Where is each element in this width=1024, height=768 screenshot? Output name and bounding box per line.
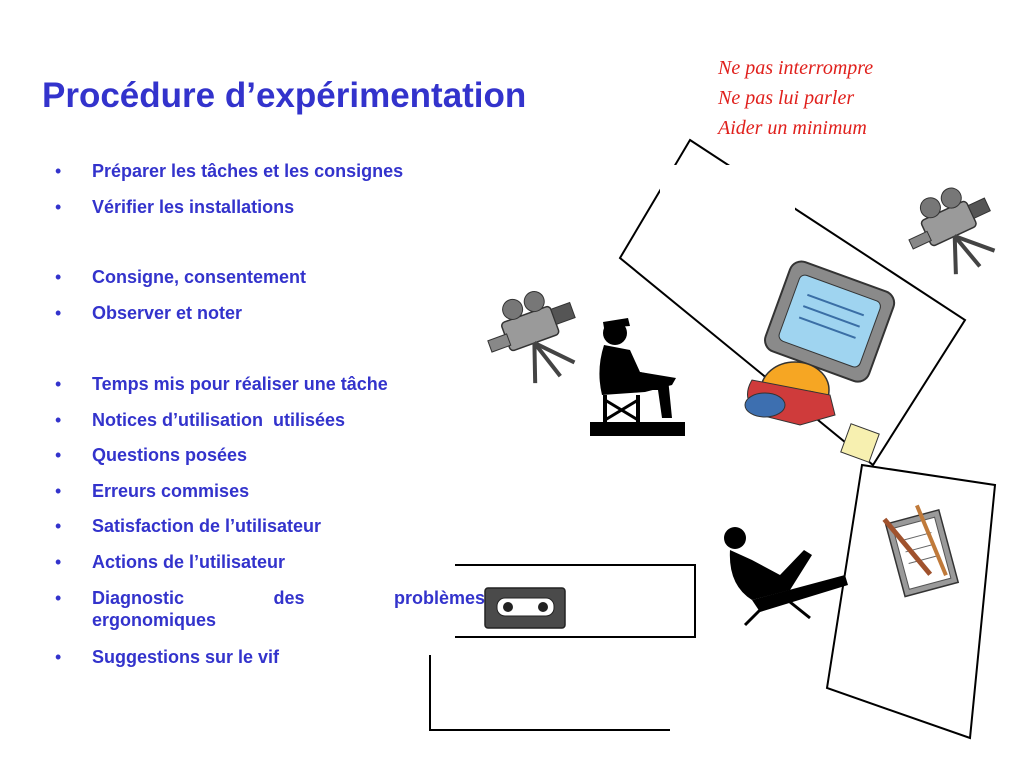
bullet-dot: •: [55, 552, 62, 572]
note-line: Ne pas lui parler: [718, 87, 855, 109]
bullet-dot: •: [55, 481, 62, 501]
bullet-dot: •: [55, 267, 62, 287]
list-item-text: Satisfaction de l’utilisateur: [92, 516, 322, 536]
seated-observer-icon: [590, 318, 685, 436]
note-line: Aider un minimum: [718, 117, 867, 139]
bullet-dot: •: [55, 445, 62, 465]
list-item-text: Notices d’utilisation utilisées: [92, 410, 346, 430]
list-item-text: Consigne, consentement: [92, 267, 307, 287]
bullet-dot: •: [55, 161, 62, 181]
bullet-dot: •: [55, 516, 62, 536]
list-item-text: Suggestions sur le vif: [92, 647, 280, 667]
bullet-dot: •: [55, 374, 62, 394]
list-item-text: Erreurs commises: [92, 481, 250, 501]
note-line: Ne pas interrompre: [718, 57, 874, 79]
list-item-text: Observer et noter: [92, 303, 243, 323]
list-item-text: Diagnostic des problèmes: [92, 588, 485, 608]
video-cassette-icon: [485, 588, 565, 628]
bullet-dot: •: [55, 303, 62, 323]
camera-icon: [477, 281, 592, 395]
bullet-dot: •: [55, 647, 62, 667]
list-item-text: Préparer les tâches et les consignes: [92, 161, 404, 181]
list-item-text: Questions posées: [92, 445, 248, 465]
list-item-text: ergonomiques: [92, 610, 217, 630]
bullet-dot: •: [55, 588, 62, 608]
tape-frame: [430, 655, 670, 730]
list-item-text: Actions de l’utilisateur: [92, 552, 286, 572]
camera-icon: [896, 176, 1009, 288]
list-item-text: Temps mis pour réaliser une tâche: [92, 374, 388, 394]
bullet-dot: •: [55, 410, 62, 430]
bullet-dot: •: [55, 197, 62, 217]
list-item-text: Vérifier les installations: [92, 197, 295, 217]
paper-sheet: [827, 465, 995, 738]
reclining-person-icon: [724, 527, 848, 625]
slide-title: Procédure d’expérimentation: [42, 76, 527, 115]
